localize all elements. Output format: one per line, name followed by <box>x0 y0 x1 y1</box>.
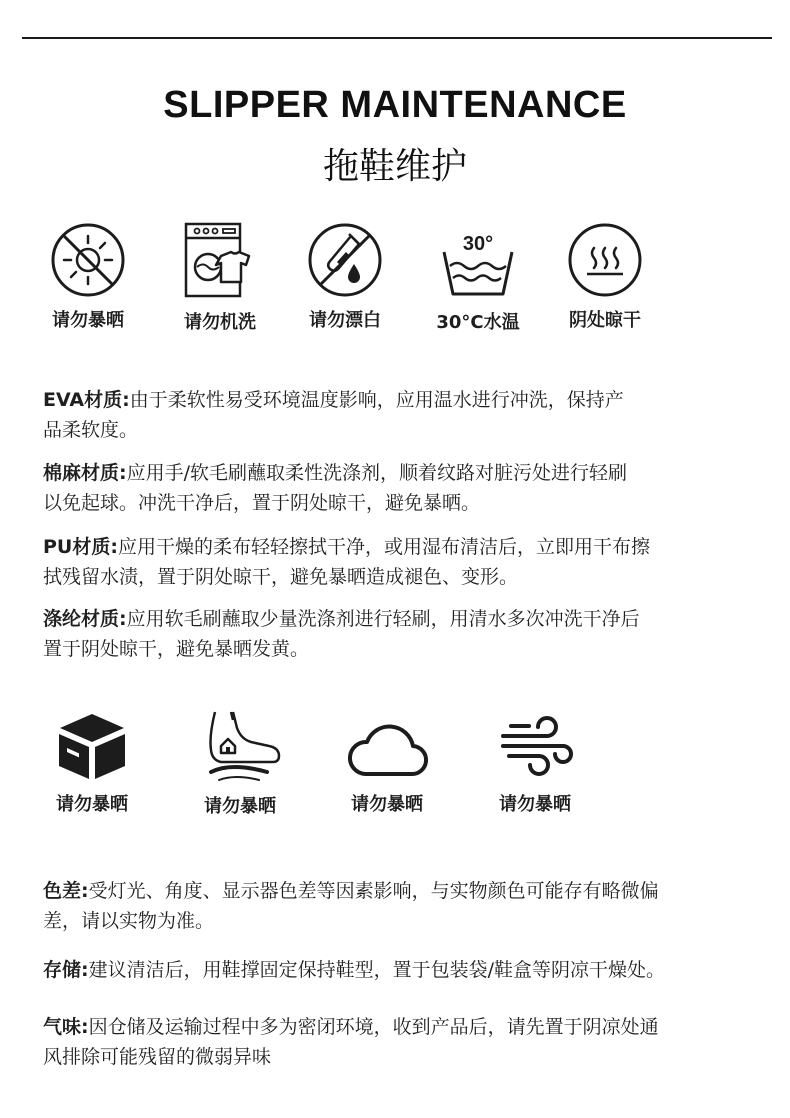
top-divider <box>22 37 772 39</box>
care-label-dry-in-shade: 阴处晾干 <box>569 310 641 331</box>
note-text: 因仓储及运输过程中多为密闭环境，收到产品后，请先置于阴凉处通 <box>88 1016 659 1038</box>
care-item-no-sun <box>38 222 138 332</box>
storage-label-cloud: 请勿暴晒 <box>351 794 423 815</box>
note-name: 气味: <box>43 1016 89 1038</box>
no-sun-icon <box>50 222 126 298</box>
material-text-cont: 拭残留水渍，置于阴处晾干，避免暴晒造成褪色、变形。 <box>43 566 519 588</box>
note-text: 受灯光、角度、显示器色差等因素影响，与实物颜色可能存有略微偏 <box>88 880 659 902</box>
storage-item-foot <box>190 710 290 818</box>
wind-icon <box>495 710 575 782</box>
wash-temp-text: 30° <box>462 233 494 255</box>
material-name: EVA材质: <box>43 389 130 411</box>
note-text-cont: 风排除可能残留的微弱异味 <box>43 1046 272 1068</box>
material-text: 应用软毛刷蘸取少量洗涤剂进行轻刷，用清水多次冲洗干净后 <box>126 608 640 630</box>
material-text-cont: 品柔软度。 <box>43 419 139 441</box>
note-odor <box>43 1012 763 1072</box>
cloud-icon <box>345 710 429 782</box>
material-text: 应用干燥的柔布轻轻擦拭干净，或用湿布清洁后，立即用干布擦 <box>117 536 650 558</box>
material-pu <box>43 532 763 592</box>
material-cotton-linen <box>43 458 763 518</box>
material-text-cont: 置于阴处晾干，避免暴晒发黄。 <box>43 638 310 660</box>
box-icon <box>55 710 129 782</box>
care-item-wash-30 <box>428 222 528 334</box>
no-machine-wash-icon <box>181 222 259 300</box>
material-text: 应用手/软毛刷蘸取柔性洗涤剂，顺着纹路对脏污处进行轻刷 <box>126 462 628 484</box>
wash-30-icon <box>438 222 518 300</box>
storage-item-wind <box>485 710 585 816</box>
note-color-difference <box>43 876 763 936</box>
care-label-no-bleach: 请勿漂白 <box>309 310 381 331</box>
care-label-no-sun: 请勿暴晒 <box>52 310 124 331</box>
note-name: 色差: <box>43 880 89 902</box>
material-eva <box>43 385 763 445</box>
care-item-dry-in-shade <box>555 222 655 332</box>
material-polyester <box>43 604 763 664</box>
material-name: 棉麻材质: <box>43 462 127 484</box>
material-name: 涤纶材质: <box>43 608 127 630</box>
storage-item-cloud <box>337 710 437 816</box>
material-text: 由于柔软性易受环境温度影响，应用温水进行冲洗，保持产 <box>129 389 624 411</box>
note-storage <box>43 955 773 985</box>
material-name: PU材质: <box>43 536 118 558</box>
care-label-no-machine-wash: 请勿机洗 <box>184 312 256 333</box>
care-label-wash-30: 30°C水温 <box>436 312 520 333</box>
foot-heat-icon <box>197 710 283 784</box>
note-name: 存储: <box>43 959 89 981</box>
storage-label-box: 请勿暴晒 <box>56 794 128 815</box>
note-text: 建议清洁后，用鞋撑固定保持鞋型，置于包装袋/鞋盒等阴凉干燥处。 <box>88 959 666 981</box>
no-bleach-icon <box>307 222 383 298</box>
material-text-cont: 以免起球。冲洗干净后，置于阴处晾干，避免暴晒。 <box>43 492 481 514</box>
care-item-no-machine-wash <box>170 222 270 334</box>
storage-label-foot: 请勿暴晒 <box>204 796 276 817</box>
note-text-cont: 差，请以实物为准。 <box>43 910 215 932</box>
storage-item-box <box>42 710 142 816</box>
page-title-english: SLIPPER MAINTENANCE <box>163 84 627 126</box>
storage-label-wind: 请勿暴晒 <box>499 794 571 815</box>
care-item-no-bleach <box>295 222 395 332</box>
dry-in-shade-icon <box>567 222 643 298</box>
page-title-chinese: 拖鞋维护 <box>322 146 467 187</box>
